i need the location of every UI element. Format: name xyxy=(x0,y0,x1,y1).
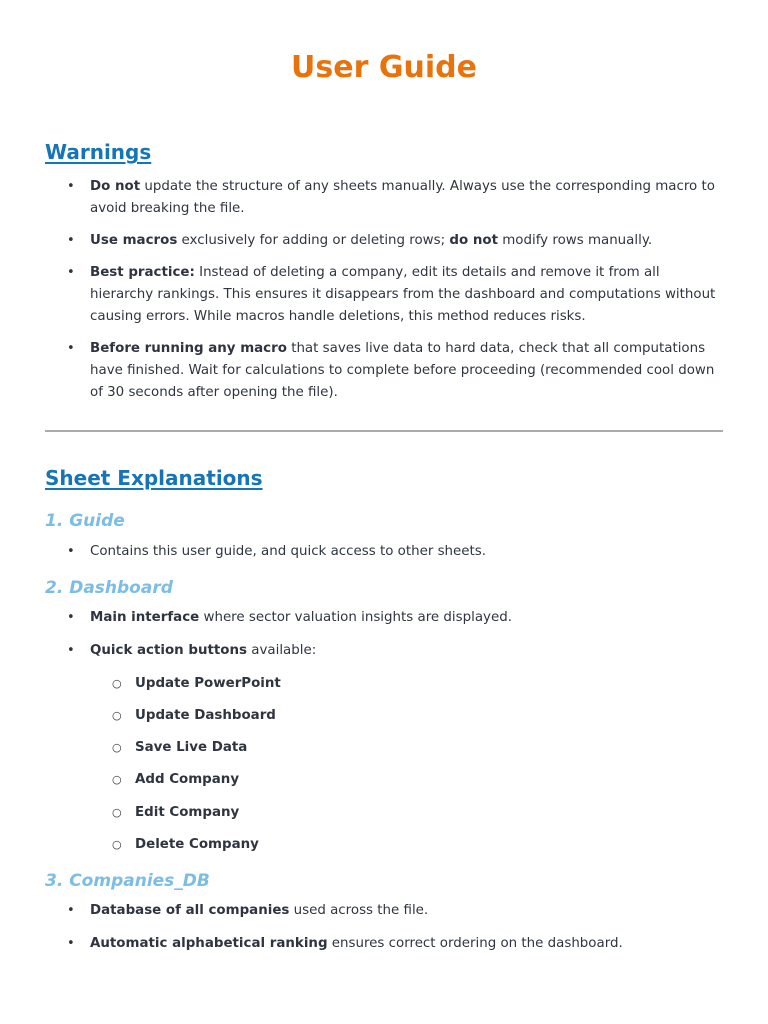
bullet-icon: • xyxy=(67,179,75,194)
page-title: User Guide xyxy=(291,50,477,85)
bold-text: Use macros xyxy=(90,233,178,248)
warnings-heading: Warnings xyxy=(45,140,152,164)
warnings-list xyxy=(0,176,768,404)
bullet-icon: • xyxy=(67,936,75,951)
dashboard-heading: 2. Dashboard xyxy=(45,578,173,598)
item-text: that saves live data to hard data, check that all computations have finished. Wait for calculations to complete before proceeding (recommended cool down of 30 seconds after opening the file). xyxy=(90,341,715,400)
item-text: Update PowerPoint xyxy=(135,676,281,691)
companies-db-list xyxy=(0,900,768,955)
bold-text: Do not xyxy=(90,179,141,194)
list-item xyxy=(0,230,768,252)
section-divider xyxy=(45,430,723,432)
item-text: available: xyxy=(247,643,317,658)
sub-list-item xyxy=(0,673,281,695)
item-text: update the structure of any sheets manually. Always use the corresponding macro to avoid breaking the file. xyxy=(90,179,715,216)
item-text: exclusively for adding or deleting rows; xyxy=(177,233,450,248)
bold-text: Main interface xyxy=(90,610,200,625)
item-text: used across the file. xyxy=(289,903,429,918)
circle-bullet-icon: ○ xyxy=(112,773,122,786)
item-text: Contains this user guide, and quick access to other sheets. xyxy=(90,544,486,559)
sub-list-item xyxy=(0,769,239,791)
bold-text: Quick action buttons xyxy=(90,643,247,658)
circle-bullet-icon: ○ xyxy=(112,677,122,690)
list-item xyxy=(0,541,768,563)
sub-list-item xyxy=(0,705,276,727)
bullet-icon: • xyxy=(67,643,75,658)
list-item xyxy=(0,338,768,404)
bullet-icon: • xyxy=(67,233,75,248)
companies-db-heading: 3. Companies_DB xyxy=(45,871,210,891)
bullet-icon: • xyxy=(67,341,75,356)
bullet-icon: • xyxy=(67,265,75,280)
list-item xyxy=(0,176,768,220)
circle-bullet-icon: ○ xyxy=(112,806,122,819)
item-text: Add Company xyxy=(135,772,240,787)
item-text: Update Dashboard xyxy=(135,708,276,723)
sub-list-item xyxy=(0,802,239,824)
bold-text: do not xyxy=(449,233,498,248)
bullet-icon: • xyxy=(67,610,75,625)
item-text: where sector valuation insights are displayed. xyxy=(199,610,512,625)
circle-bullet-icon: ○ xyxy=(112,838,122,851)
circle-bullet-icon: ○ xyxy=(112,741,122,754)
bold-text: Best practice: xyxy=(90,265,195,280)
item-text: ensures correct ordering on the dashboard. xyxy=(327,936,623,951)
bold-text: Before running any macro xyxy=(90,341,287,356)
list-item xyxy=(0,933,768,955)
bullet-icon: • xyxy=(67,903,75,918)
sheet-explanations-heading: Sheet Explanations xyxy=(45,466,263,490)
bold-text: Database of all companies xyxy=(90,903,290,918)
item-text: Instead of deleting a company, edit its details and remove it from all hierarchy rankings. This ensures it disappears from the dashboard and computations without causing errors. While macros handle deletions, this method reduces risks. xyxy=(90,265,716,324)
sub-list-item xyxy=(0,737,247,759)
list-item xyxy=(0,640,768,662)
list-item xyxy=(0,262,768,328)
list-item xyxy=(0,607,768,629)
item-text: modify rows manually. xyxy=(497,233,653,248)
circle-bullet-icon: ○ xyxy=(112,709,122,722)
guide-list xyxy=(0,541,768,563)
guide-heading: 1. Guide xyxy=(45,511,125,531)
item-text: Edit Company xyxy=(135,805,240,820)
sub-list-item xyxy=(0,834,259,856)
bold-text: Automatic alphabetical ranking xyxy=(90,936,328,951)
bullet-icon: • xyxy=(67,544,75,559)
list-item xyxy=(0,900,768,922)
item-text: Save Live Data xyxy=(135,740,248,755)
item-text: Delete Company xyxy=(135,837,259,852)
dashboard-list xyxy=(0,607,768,662)
